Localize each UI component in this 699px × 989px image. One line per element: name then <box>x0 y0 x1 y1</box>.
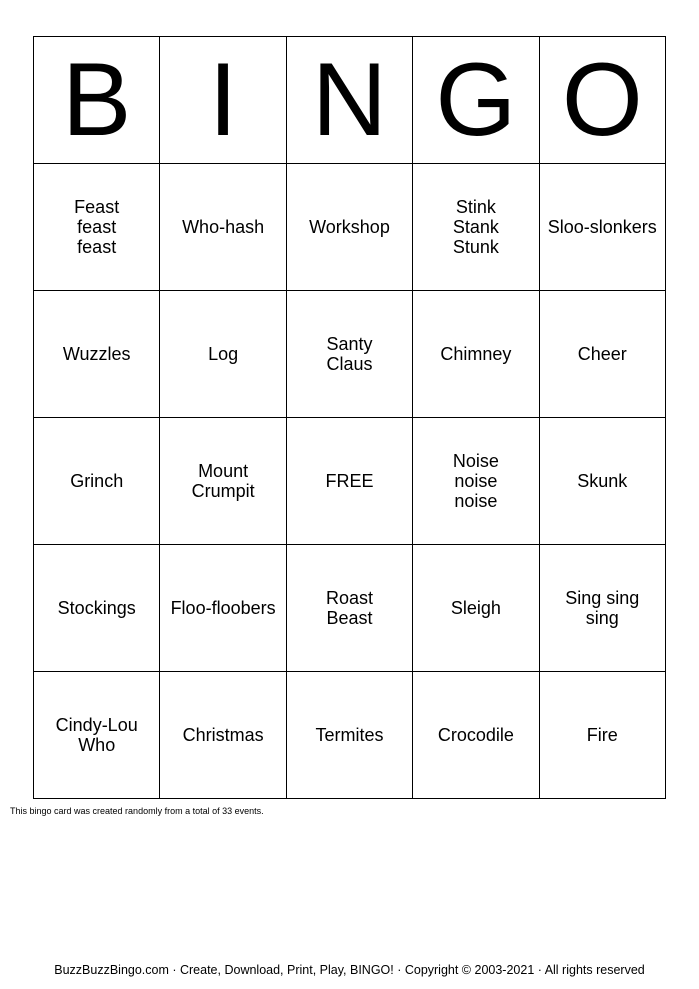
bingo-cell <box>34 672 160 799</box>
cell-text: Workshop <box>309 217 390 237</box>
bingo-cell <box>160 418 286 545</box>
header-letter-o: O <box>539 37 665 164</box>
bingo-cell <box>34 164 160 291</box>
cell-text: Cheer <box>577 344 627 364</box>
bingo-cell <box>539 672 665 799</box>
bingo-cell <box>34 418 160 545</box>
bingo-cell <box>539 164 665 291</box>
header-letter-b: B <box>34 37 160 164</box>
cell-text: Skunk <box>577 471 628 491</box>
cell-text: Christmas <box>182 725 264 745</box>
bingo-cell <box>34 545 160 672</box>
bingo-cell <box>160 672 286 799</box>
header-letter-i: I <box>160 37 286 164</box>
bingo-row <box>34 672 666 799</box>
cell-text: Sleigh <box>450 598 501 618</box>
cell-text: Fire <box>586 725 618 745</box>
free-space-cell <box>286 418 412 545</box>
bingo-cell <box>286 672 412 799</box>
cell-text: Stockings <box>57 598 136 618</box>
cell-text: Mount Crumpit <box>191 461 255 501</box>
bingo-header-row <box>34 37 666 164</box>
cell-text: Crocodile <box>437 725 514 745</box>
bingo-cell <box>413 545 539 672</box>
bingo-row <box>34 291 666 418</box>
bingo-row <box>34 164 666 291</box>
cell-text: Grinch <box>70 471 124 491</box>
cell-text: Termites <box>315 725 384 745</box>
bingo-cell <box>34 291 160 418</box>
cell-text: Chimney <box>440 344 512 364</box>
cell-text: Stink Stank Stunk <box>452 197 499 257</box>
bingo-cell <box>160 291 286 418</box>
bingo-cell <box>160 164 286 291</box>
cell-text: Sloo-slonkers <box>547 217 657 237</box>
cell-text: FREE <box>325 471 374 491</box>
cell-text: Sing sing sing <box>565 588 640 628</box>
header-letter-n: N <box>286 37 412 164</box>
bingo-cell <box>413 164 539 291</box>
bingo-cell <box>286 545 412 672</box>
bingo-cell <box>413 672 539 799</box>
bingo-cell <box>413 291 539 418</box>
cell-text: Floo-floobers <box>170 598 276 618</box>
bingo-cell <box>539 545 665 672</box>
bingo-cell <box>286 291 412 418</box>
bingo-row <box>34 545 666 672</box>
bingo-row <box>34 418 666 545</box>
bingo-cell <box>539 291 665 418</box>
bingo-cell <box>160 545 286 672</box>
header-letter-g: G <box>413 37 539 164</box>
cell-text: Santy Claus <box>326 334 373 374</box>
cell-text: Roast Beast <box>325 588 373 628</box>
cell-text: Feast feast feast <box>74 197 120 257</box>
cell-text: Noise noise noise <box>452 451 499 511</box>
generation-note: This bingo card was created randomly from a total of 33 events. <box>10 806 264 816</box>
bingo-cell <box>539 418 665 545</box>
cell-text: Cindy-Lou Who <box>55 715 138 755</box>
bingo-card <box>33 36 666 799</box>
footer-credits: BuzzBuzzBingo.com · Create, Download, Print, Play, BINGO! · Copyright © 2003-2021 · All rights reserved <box>54 963 645 977</box>
cell-text: Who-hash <box>182 217 265 237</box>
cell-text: Log <box>208 344 239 364</box>
cell-text: Wuzzles <box>62 344 131 364</box>
bingo-cell <box>286 164 412 291</box>
bingo-cell <box>413 418 539 545</box>
